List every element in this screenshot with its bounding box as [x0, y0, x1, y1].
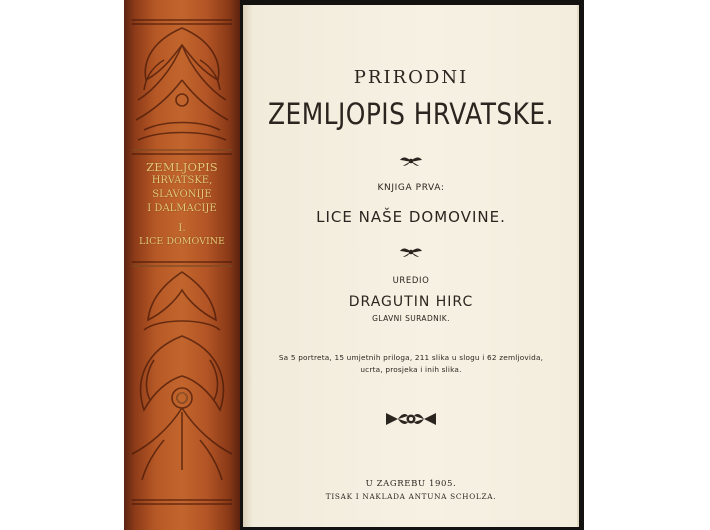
spine-volume-title: LICE DOMOVINE	[139, 236, 225, 247]
floral-ornament-icon	[396, 154, 426, 168]
heading-large: ZEMLJOPIS HRVATSKE.	[267, 97, 554, 131]
floral-ornament-icon	[396, 245, 426, 259]
place-and-year: U ZAGREBU 1905.	[365, 479, 457, 489]
publisher-line: TISAK I NAKLADA ANTUNA SCHOLZA.	[325, 492, 497, 501]
spine-ornament-icon	[124, 0, 240, 530]
spine-title-line3: I DALMACIJE	[147, 203, 217, 214]
spine-label	[134, 160, 230, 249]
book-label: KNJIGA PRVA:	[377, 183, 445, 193]
title-page	[243, 5, 579, 527]
spine-title-line2: HRVATSKE, SLAVONIJE	[151, 175, 213, 200]
editor-label: UREDIO	[392, 276, 430, 286]
decorative-vignette-icon	[384, 410, 438, 428]
author-name: DRAGUTIN HIRC	[348, 294, 474, 310]
spine-title-line1: ZEMLJOPIS	[146, 160, 218, 174]
book-title: LICE NAŠE DOMOVINE.	[316, 208, 506, 226]
author-role: GLAVNI SURADNIK.	[372, 314, 450, 323]
spine-volume-number: I.	[178, 222, 186, 234]
heading-small: PRIRODNI	[353, 67, 469, 88]
illustration-note: Sa 5 portreta, 15 umjetnih priloga, 211 slika u slogu i 62 zemljovida, ucrta, prosjeka i inih slika.	[278, 353, 544, 374]
book-spine	[124, 0, 240, 530]
